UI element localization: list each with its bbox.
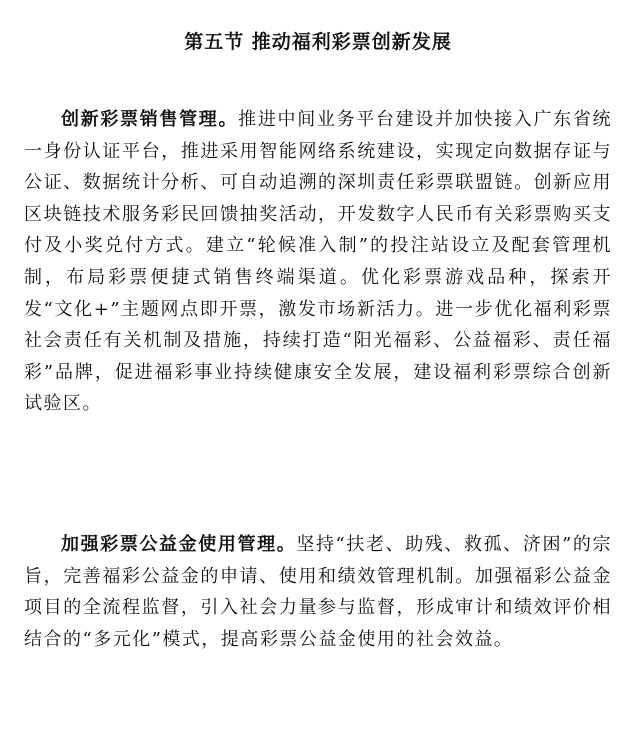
paragraph-welfare-fund [24, 529, 612, 655]
section-title: 第五节 推动福利彩票创新发展 [184, 31, 452, 53]
paragraph-lottery-sales [24, 104, 612, 420]
paragraph-body: 推进中间业务平台建设并加快接入广东省统一身份认证平台，推进采用智能网络系统建设，实现定向数据存证与公证、数据统计分析、可自动追溯的深圳责任彩票联盟链。创新应用区块链技术服务彩民回馈抽奖活动，开发数字人民币有关彩票购买支付及小奖兑付方式。建立“轮候准入制”的投注站设立及配套管理机制，布局彩票便捷式销售终端渠道。优化彩票游戏品种，探索开发“文化+”主题网点即开票，激发市场新活力。进一步优化福利彩票社会责任有关机制及措施，持续打造“阳光福彩、公益福彩、责任福彩”品牌，促进福彩事业持续健康安全发展，建设福利彩票综合创新试验区。 [24, 109, 613, 415]
paragraph-lead: 创新彩票销售管理。 [61, 109, 239, 130]
paragraph-lead: 加强彩票公益金使用管理。 [61, 534, 297, 555]
document-page [24, 0, 612, 738]
paragraph-body: 坚持“扶老、助残、救孤、济困”的宗旨，完善福彩公益金的申请、使用和绩效管理机制。加强福彩公益金项目的全流程监督，引入社会力量参与监督，形成审计和绩效评价相结合的“多元化”模式，提高彩票公益金使用的社会效益。 [24, 534, 612, 650]
